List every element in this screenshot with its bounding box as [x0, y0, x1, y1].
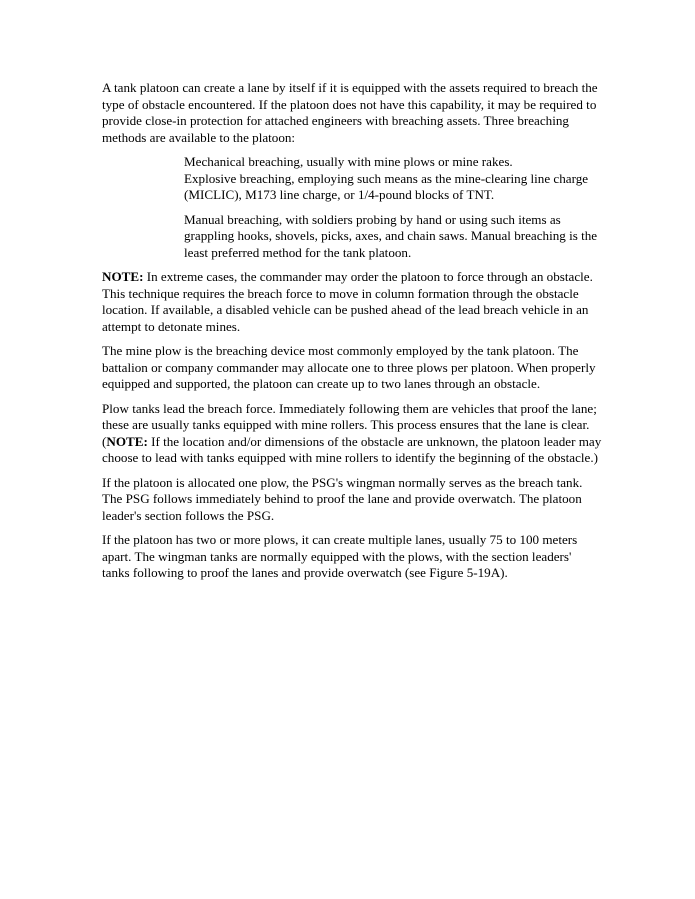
one-plow-paragraph: If the platoon is allocated one plow, the PSG's wingman normally serves as the breach tank. The PSG follows immediately behind to proof the lane and provide overwatch. The platoon leader's section follows the PSG. [102, 474, 583, 523]
note-label: NOTE: [102, 269, 144, 284]
method-manual: Manual breaching, with soldiers probing by hand or using such items as grappling hooks, shovels, picks, axes, and chain saws. Manual breaching is the least preferred method for the tank platoon. [184, 211, 598, 260]
mine-plow-paragraph: The mine plow is the breaching device most commonly employed by the tank platoon. The battalion or company commander may allocate one to three plows per platoon. When properly equipped and supported, the platoon can create up to two lanes through an obstacle. [102, 343, 596, 391]
plow-tanks-text-a: Plow tanks lead the breach force. Immediately following them are vehicles that proof the lane; these are usually tanks equipped with mine rollers. This process ensures that the lane is clear. ( [102, 400, 597, 449]
intro-paragraph: A tank platoon can create a lane by itself if it is equipped with the assets required to breach the type of obstacle encountered. If the platoon does not have this capability, it may be required to provide close-in protection for attached engineers with breaching assets. Three breaching methods are available to the platoon: [102, 80, 598, 145]
plow-tanks-text-b: If the location and/or dimensions of the obstacle are unknown, the platoon leader may choose to lead with tanks equipped with mine rollers to identify the beginning of the obstacle.) [102, 433, 602, 465]
inline-note-label: NOTE: [106, 433, 148, 449]
note-paragraph [102, 269, 602, 335]
method-explosive: Explosive breaching, employing such means as the mine-clearing line charge (MICLIC), M173 line charge, or 1/4-pound blocks of TNT. [184, 170, 589, 202]
plow-tanks-paragraph [102, 401, 602, 467]
method-mechanical: Mechanical breaching, usually with mine plows or mine rakes. [184, 154, 513, 169]
two-plows-paragraph: If the platoon has two or more plows, it can create multiple lanes, usually 75 to 100 meters apart. The wingman tanks are normally equipped with the plows, with the section leaders' tanks following to proof the lanes and provide overwatch (see Figure 5-19A). [102, 532, 578, 580]
note-text: In extreme cases, the commander may order the platoon to force through an obstacle. This technique requires the breach force to move in column formation through the obstacle location. If available, a disabled vehicle can be pushed ahead of the lead breach vehicle in an attempt to detonate mines. [102, 269, 593, 334]
document-page [102, 80, 602, 590]
